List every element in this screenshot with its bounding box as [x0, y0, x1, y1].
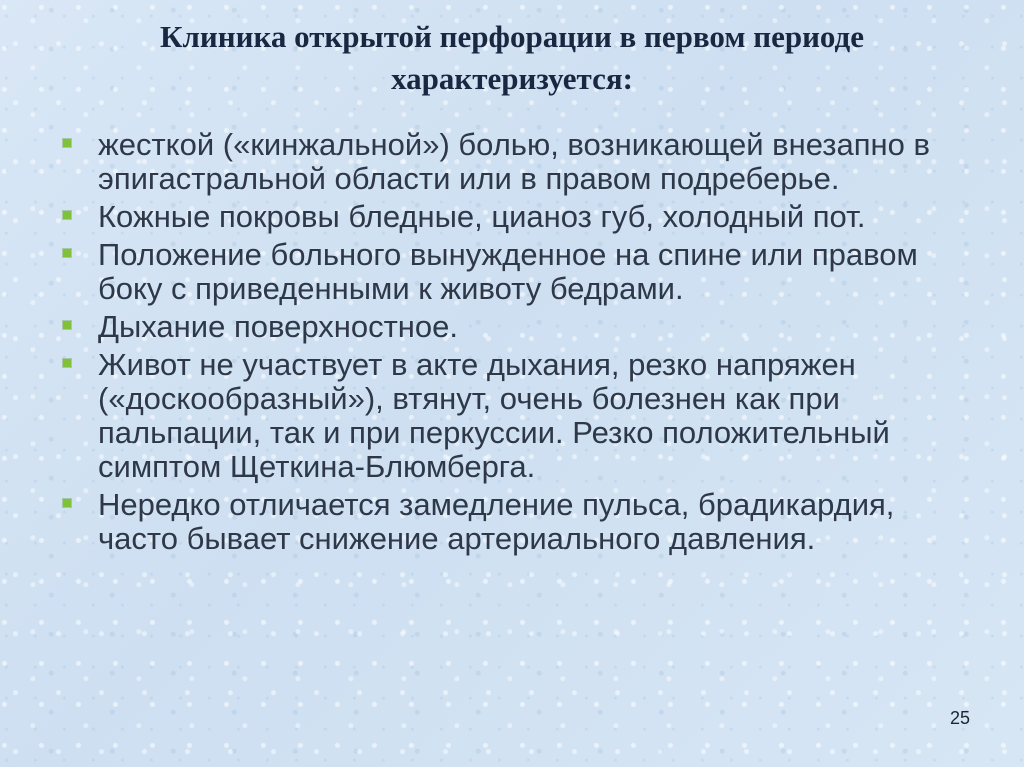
bullet-item-pulse: [60, 488, 960, 556]
square-bullet-icon: [63, 499, 71, 507]
bullet-item-pain: [60, 128, 960, 196]
bullet-list: [60, 128, 960, 560]
square-bullet-icon: [63, 249, 71, 257]
bullet-item-breathing: [60, 310, 960, 344]
page-number: 25: [949, 708, 970, 728]
slide-title-line-1: Клиника открытой перфорации в первом периоде: [160, 19, 864, 54]
slide-title-line-2: характеризуется:: [391, 61, 633, 96]
bullet-text: Положение больного вынужденное на спине или правом боку с приведенными к животу бедрами.: [98, 237, 918, 306]
bullet-item-abdomen: [60, 348, 960, 484]
bullet-text: Кожные покровы бледные, цианоз губ, холодный пот.: [98, 199, 866, 234]
bullet-text: Нередко отличается замедление пульса, брадикардия, часто бывает снижение артериального давления.: [98, 487, 895, 556]
square-bullet-icon: [63, 321, 71, 329]
bullet-text: Дыхание поверхностное.: [98, 309, 459, 344]
bullet-item-skin: [60, 200, 960, 234]
bullet-text: жесткой («кинжальной») болью, возникающей внезапно в эпигастральной области или в правом подреберье.: [98, 127, 930, 196]
slide-title: [40, 16, 984, 100]
bullet-text: Живот не участвует в акте дыхания, резко напряжен («доскообразный»), втянут, очень болезнен как при пальпации, так и при перкуссии. Резко положительный симптом Щеткина-Блюмберга.: [98, 347, 890, 484]
square-bullet-icon: [63, 359, 71, 367]
square-bullet-icon: [63, 211, 71, 219]
bullet-item-position: [60, 238, 960, 306]
square-bullet-icon: [63, 139, 71, 147]
